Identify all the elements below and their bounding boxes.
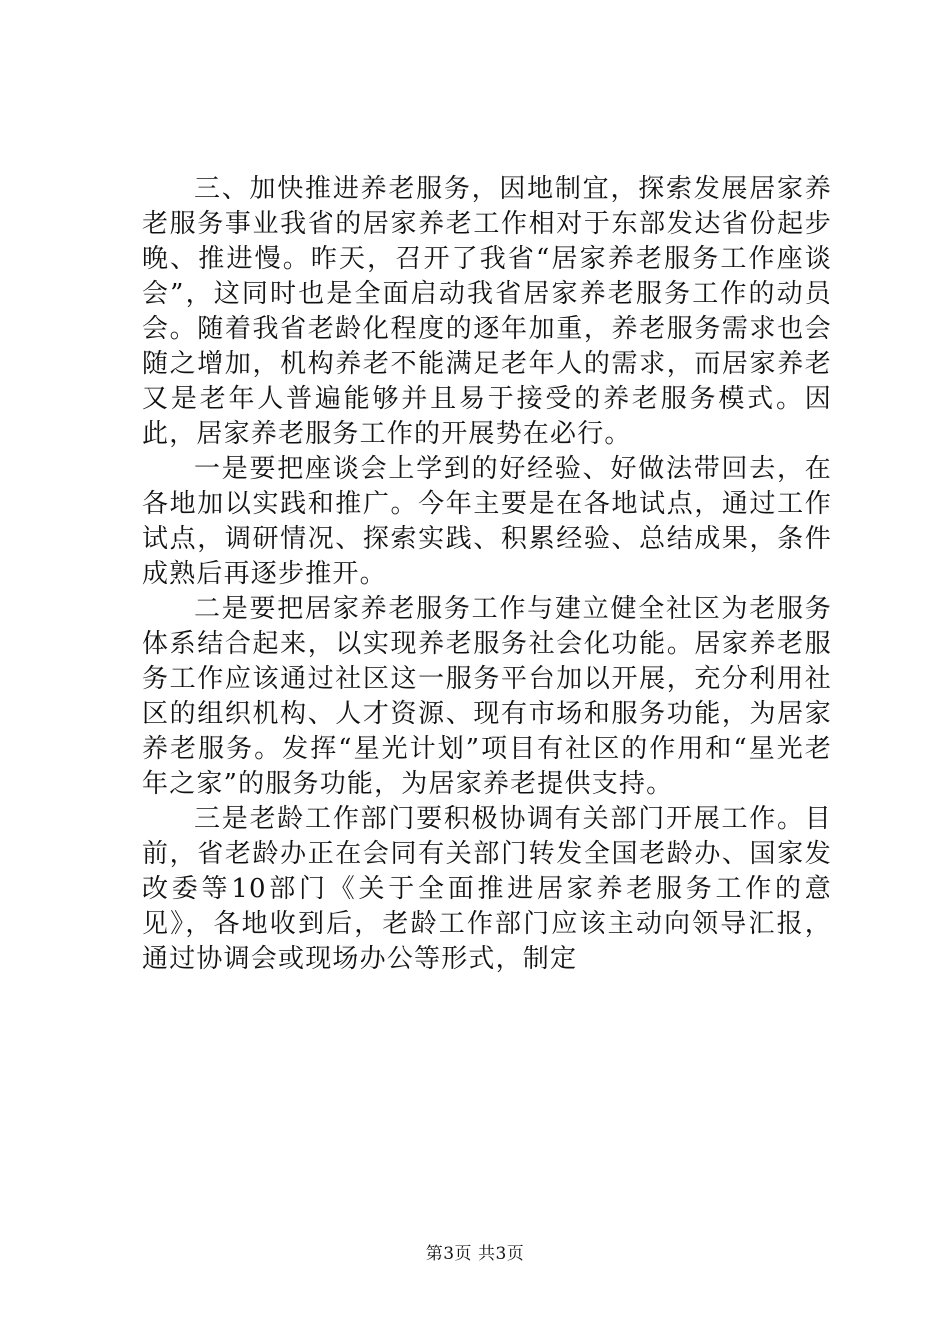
paragraph-service-development: 三、加快推进养老服务，因地制宜，探索发展居家养老服务事业我省的居家养老工作相对于东部发达省份起步晚、推进慢。昨天，召开了我省“居家养老服务工作座谈会”，这同时也是全面启动我省居家养老服务工作的动员会。随着我省老龄化程度的逐年加重，养老服务需求也会随之增加，机构养老不能满足老年人的需求，而居家养老又是老年人普遍能够并且易于接受的养老服务模式。因此，居家养老服务工作的开展势在必行。: [142, 174, 832, 449]
paragraph-department-coordination: 三是老龄工作部门要积极协调有关部门开展工作。目前，省老龄办正在会同有关部门转发全国老龄办、国家发改委等10部门《关于全面推进居家养老服务工作的意见》，各地收到后，老龄工作部门应该主动向领导汇报，通过协调会或现场办公等形式，制定: [142, 804, 832, 974]
paragraph-community-service: 二是要把居家养老服务工作与建立健全社区为老服务体系结合起来，以实现养老服务社会化功能。居家养老服务工作应该通过社区这一服务平台加以开展，充分利用社区的组织机构、人才资源、现有市场和服务功能，为居家养老服务。发挥“星光计划”项目有社区的作用和“星光老年之家”的服务功能，为居家养老提供支持。: [142, 594, 832, 799]
page-number-footer: 第3页 共3页: [425, 1244, 525, 1264]
paragraph-pilot-practice: 一是要把座谈会上学到的好经验、好做法带回去，在各地加以实践和推广。今年主要是在各地试点，通过工作试点，调研情况、探索实践、积累经验、总结成果，条件成熟后再逐步推开。: [142, 454, 832, 589]
document-body: [142, 172, 832, 977]
